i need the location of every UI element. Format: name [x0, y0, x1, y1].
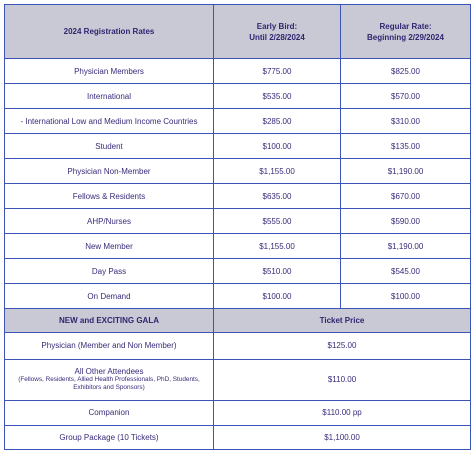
gala-price: $110.00 — [214, 359, 471, 400]
ticket-price-header: Ticket Price — [214, 308, 471, 332]
regular-rate-line2: Beginning 2/29/2024 — [367, 32, 444, 42]
gala-price: $110.00 pp — [214, 400, 471, 425]
early-bird-price: $1,155.00 — [214, 159, 341, 184]
table-row — [5, 259, 471, 284]
regular-price: $135.00 — [341, 134, 471, 159]
row-label: Day Pass — [5, 259, 214, 284]
table-row — [5, 359, 471, 400]
gala-table — [4, 308, 471, 450]
gala-row-label: Group Package (10 Tickets) — [5, 425, 214, 449]
early-bird-price: $285.00 — [214, 109, 341, 134]
table-row — [5, 284, 471, 309]
table-row — [5, 109, 471, 134]
regular-price: $545.00 — [341, 259, 471, 284]
early-bird-line2: Until 2/28/2024 — [249, 32, 305, 42]
registration-rates-document — [4, 4, 471, 450]
gala-row-label: Physician (Member and Non Member) — [5, 332, 214, 359]
early-bird-price: $555.00 — [214, 209, 341, 234]
row-label: Fellows & Residents — [5, 184, 214, 209]
row-label: Physician Members — [5, 59, 214, 84]
regular-price: $670.00 — [341, 184, 471, 209]
gala-header-row — [5, 308, 471, 332]
gala-price: $125.00 — [214, 332, 471, 359]
table-row — [5, 159, 471, 184]
row-label: On Demand — [5, 284, 214, 309]
registration-rates-table — [4, 4, 471, 309]
early-bird-price: $635.00 — [214, 184, 341, 209]
early-bird-price: $775.00 — [214, 59, 341, 84]
gala-row-title: All Other Attendees — [74, 367, 144, 376]
row-label: AHP/Nurses — [5, 209, 214, 234]
regular-price: $100.00 — [341, 284, 471, 309]
row-label: Physician Non-Member — [5, 159, 214, 184]
table-row — [5, 400, 471, 425]
table-row — [5, 234, 471, 259]
early-bird-line1: Early Bird: — [256, 21, 298, 31]
table-row — [5, 184, 471, 209]
rates-header-row — [5, 5, 471, 59]
early-bird-price: $100.00 — [214, 284, 341, 309]
regular-price: $310.00 — [341, 109, 471, 134]
gala-price: $1,100.00 — [214, 425, 471, 449]
regular-price: $1,190.00 — [341, 234, 471, 259]
regular-price: $570.00 — [341, 84, 471, 109]
early-bird-price: $510.00 — [214, 259, 341, 284]
regular-rate-line1: Regular Rate: — [379, 21, 432, 31]
gala-row-note: (Fellows, Residents, Allied Health Professionals, PhD, Students, Exhibitors and Sponsors) — [18, 376, 200, 391]
gala-title-header: NEW and EXCITING GALA — [5, 308, 214, 332]
regular-rate-header — [341, 5, 471, 59]
early-bird-price: $535.00 — [214, 84, 341, 109]
row-label: - International Low and Medium Income Countries — [5, 109, 214, 134]
gala-row-label: Companion — [5, 400, 214, 425]
row-label: International — [5, 84, 214, 109]
row-label: New Member — [5, 234, 214, 259]
table-row — [5, 425, 471, 449]
regular-price: $825.00 — [341, 59, 471, 84]
table-row — [5, 332, 471, 359]
early-bird-header — [214, 5, 341, 59]
table-row — [5, 59, 471, 84]
table-row — [5, 209, 471, 234]
row-label: Student — [5, 134, 214, 159]
table-row — [5, 84, 471, 109]
regular-price: $590.00 — [341, 209, 471, 234]
regular-price: $1,190.00 — [341, 159, 471, 184]
early-bird-price: $100.00 — [214, 134, 341, 159]
gala-row-label — [5, 359, 214, 400]
table-row — [5, 134, 471, 159]
early-bird-price: $1,155.00 — [214, 234, 341, 259]
rates-title-header: 2024 Registration Rates — [5, 5, 214, 59]
